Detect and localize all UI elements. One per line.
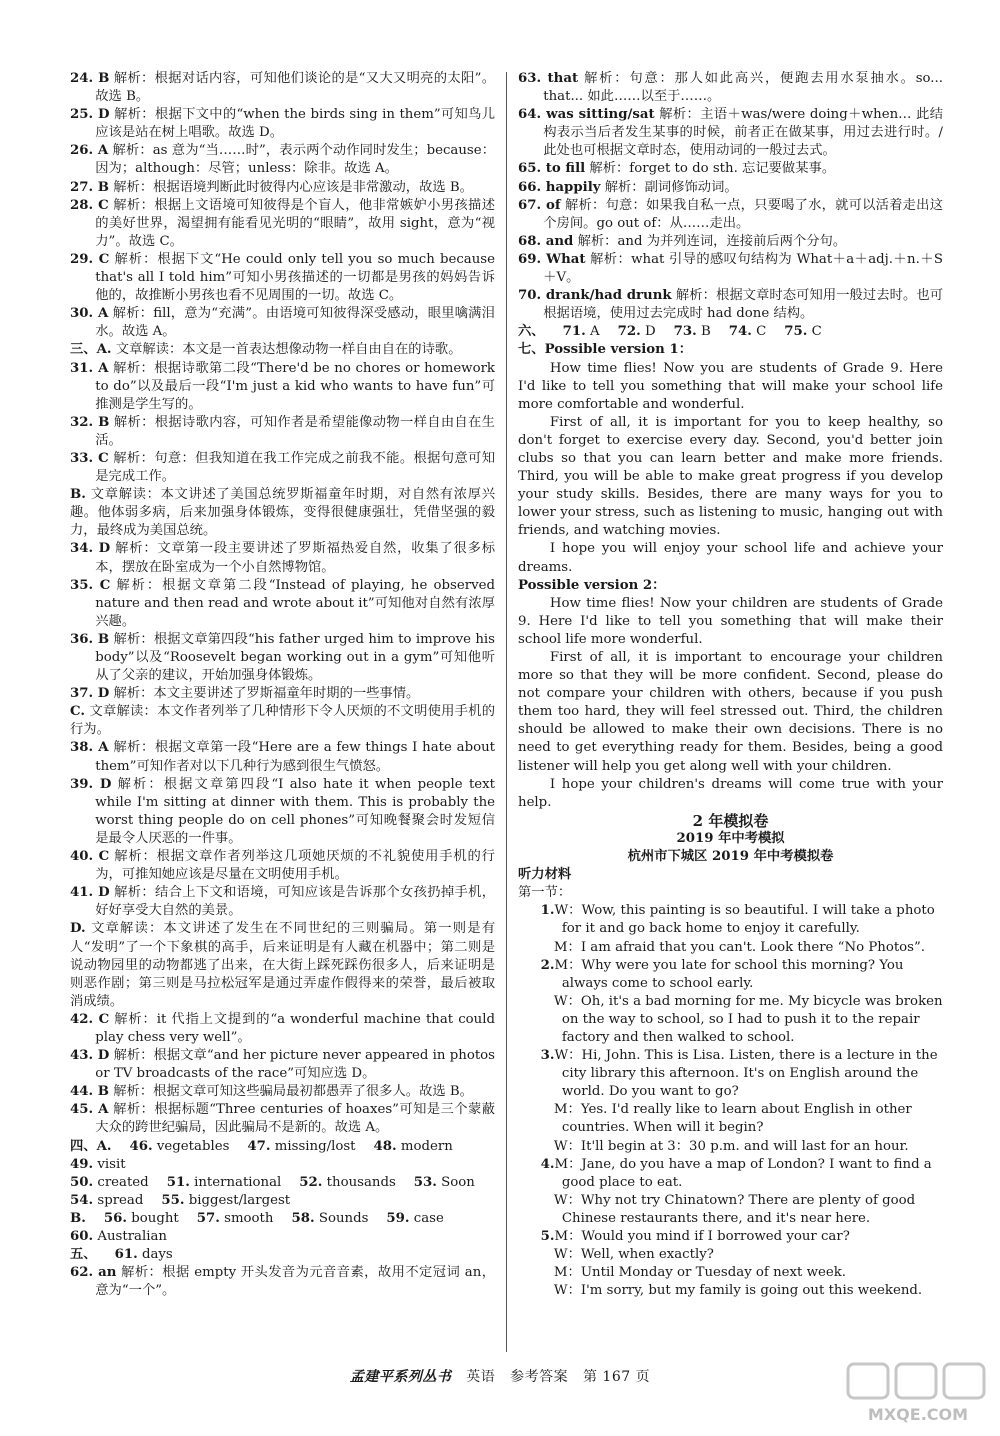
answer-number: 33. C	[70, 450, 109, 466]
dialogue-line	[518, 1101, 943, 1137]
speaker: M：	[554, 1229, 582, 1244]
dialogue-number: 1.	[540, 903, 555, 919]
answer-item	[518, 106, 943, 160]
answer-text: 解析：根据语境判断此时彼得内心应该是非常激动，故选 B。	[109, 179, 473, 195]
answer-number: D.	[70, 921, 86, 937]
answer-number: 24. B	[70, 71, 110, 86]
answer-number: 40. C	[70, 849, 110, 865]
speaker: W：	[553, 1247, 581, 1263]
answer-text: 解析：根据下文“He could only tell you so much because that's all I told him”可知小男孩描述的一切都是男孩的妈妈告诉他的，故推断小男孩也看不见周围的一切。故选 C。	[95, 251, 495, 304]
answer-number: 41. D	[70, 885, 110, 901]
essay-paragraph: I hope your children's dreams will come true with your help.	[518, 776, 943, 810]
dialogue-line	[518, 1156, 943, 1192]
answer-number: 70. drank/had drunk	[518, 288, 672, 304]
fill-answer: 75. C	[784, 324, 822, 340]
dialogue-line	[518, 1047, 943, 1101]
answer-number: 30. A	[70, 306, 109, 322]
speaker: W：	[554, 1048, 582, 1064]
footer-page-number: 第 167 页	[582, 1369, 651, 1385]
speaker: M：	[553, 1102, 581, 1118]
row-label: 六、	[518, 324, 545, 340]
section-heading	[70, 486, 495, 540]
footer-brand: 孟建平系列丛书	[349, 1369, 452, 1385]
dialogue-line	[518, 1264, 943, 1282]
answer-text: 文章解读：本文是一首表达想像动物一样自由自在的诗歌。	[111, 342, 462, 358]
essay-paragraph: First of all, it is important for you to keep healthy, so don't forget to exercise every day. Second, you'd better join clubs so that you can learn better and make more friends. Third, you will be able to make great progress if you develop your study skills. Besides, there are many ways for you to lower your stress, such as listening to music, hanging out with friends, and watching movies.	[518, 414, 943, 539]
speaker: W：	[554, 903, 582, 919]
answer-item	[70, 776, 495, 848]
dialogue-line	[518, 1282, 943, 1300]
answer-number: 32. B	[70, 414, 110, 430]
answer-number: 62. an	[70, 1265, 117, 1281]
fill-answer: 61. days	[114, 1247, 173, 1263]
fill-number: 58.	[291, 1210, 315, 1226]
answer-item	[70, 848, 495, 884]
dialogue-text: Why not try Chinatown? There are plenty of good Chinese restaurants there, and it's near here.	[561, 1192, 916, 1226]
essay-version-1-label: 七、Possible version 1：	[518, 342, 693, 358]
fill-answer: 72. D	[617, 324, 656, 340]
answer-item	[70, 305, 495, 341]
answer-number: 44. B	[70, 1084, 110, 1100]
fill-row-a3	[70, 1192, 495, 1210]
answer-text: 解析：as 意为“当……时”，表示两个动作同时发生；because：因为；although：尽管；unless：除非。故选 A。	[95, 143, 495, 177]
answer-text: 解析：根据文章第四段“I also hate it when people text while I'm sitting at dinner with them. This is probably the worst thing people do on cell phones”可知晚餐聚会时发短信是最令人厌恶的一件事。	[95, 776, 495, 846]
answer-text: 解析：根据文章第一段“Here are a few things I hate about them”可知作者对以下几种行为感到很生气愤怒。	[95, 740, 495, 774]
answer-number: 26. A	[70, 143, 109, 159]
answer-text: 解析：根据诗歌内容，可知作者是希望能像动物一样自由自在生活。	[95, 414, 495, 448]
answer-number: 38. A	[70, 740, 109, 756]
answer-item	[70, 360, 495, 414]
answer-item	[70, 631, 495, 685]
fill-answer: 54. spread	[70, 1192, 144, 1208]
answer-item	[518, 160, 943, 178]
answer-number: 27. B	[70, 179, 110, 195]
fill-number: 74.	[728, 324, 752, 340]
dialogue-text: Why were you late for school this morning? You always come to school early.	[561, 957, 904, 991]
dialogue-number: 3.	[540, 1048, 555, 1064]
answer-item	[518, 251, 943, 287]
answer-text: 解析：it 代指上文提到的“a wonderful machine that could play chess very well”。	[95, 1011, 495, 1045]
answer-text: 文章解读：本文作者列举了几种情形下令人厌烦的不文明使用手机的行为。	[70, 704, 495, 738]
dialogue-text: Hi, John. This is Lisa. Listen, there is a lecture in the city library this afternoon. It's on English around the world. Do you want to go?	[561, 1048, 938, 1100]
answer-item	[70, 1011, 495, 1047]
fill-number: 47.	[247, 1138, 271, 1154]
answer-number: 34. D	[70, 541, 111, 557]
answer-number: 69. What	[518, 251, 586, 267]
speaker: M：	[554, 957, 582, 973]
answer-text: 解析：根据诗歌第二段“There'd be no chores or homework to do”以及最后一段“I'm just a kid who wants to have fun”可推测是学生写的。	[95, 360, 495, 412]
speaker: W：	[553, 993, 581, 1009]
fill-number: 75.	[784, 324, 808, 340]
answer-text: 解析：forget to do sth. 忘记要做某事。	[585, 161, 836, 177]
answer-number: 43. D	[70, 1048, 110, 1064]
answer-text: 解析：根据上文语境可知彼得是个盲人，他非常嫉妒小男孩描述的美好世界，渴望拥有能看见光明的“眼睛”，故用 sight，意为“视力”。故选 C。	[95, 197, 495, 249]
answer-item	[70, 1264, 495, 1300]
answer-number: 63. that	[518, 71, 579, 86]
answer-number: 31. A	[70, 360, 109, 376]
answer-item	[70, 884, 495, 920]
answer-item	[70, 739, 495, 775]
answer-number: 36. B	[70, 631, 110, 647]
answer-text: 解析：根据文章“and her picture never appeared in photos or TV broadcasts of the race”可知应选 D。	[95, 1048, 496, 1082]
speaker: W：	[553, 1138, 581, 1154]
speaker: M：	[553, 1265, 581, 1281]
answer-text: 解析：根据标题“Three centuries of hoaxes”可知是三个蒙蔽大众的跨世纪骗局，因此骗局不是新的。故选 A。	[95, 1102, 495, 1136]
row-label: B.	[70, 1210, 86, 1226]
answer-text: 解析：本文主要讲述了罗斯福童年时期的一些事情。	[109, 686, 420, 702]
dialogue-text: Oh, it's a bad morning for me. My bicycle was broken on the way to school, so I had to push it to the repair factory and then walked to school.	[561, 993, 943, 1045]
answer-text: 解析：根据文章可知这些骗局最初都愚弄了很多人。故选 B。	[109, 1084, 473, 1100]
fill-number: 57.	[196, 1210, 220, 1226]
answer-text: 解析：句意：但我知道在我工作完成之前我不能。根据句意可知是完成工作。	[95, 450, 495, 485]
dialogue-text: It'll begin at 3：30 p.m. and will last for an hour.	[580, 1138, 909, 1154]
listening-label: 听力材料	[518, 867, 572, 883]
dialogue-number: 5.	[540, 1229, 555, 1244]
fill-number: 50.	[70, 1174, 94, 1190]
fill-answer: 74. C	[728, 324, 767, 340]
answer-item	[70, 1101, 495, 1137]
section-heading	[70, 703, 495, 739]
answer-item	[70, 1083, 495, 1101]
answer-text: 解析：结合上下文和语境，可知应该是告诉那个女孩扔掉手机，好好享受大自然的美景。	[95, 885, 495, 919]
answer-number: 42. C	[70, 1011, 110, 1027]
fill-answer: 58. Sounds	[291, 1210, 369, 1226]
fill-answer: 56. bought	[103, 1210, 179, 1226]
answer-item	[70, 450, 495, 486]
fill-row-a2	[70, 1174, 495, 1192]
footer-subject: 英语	[466, 1369, 496, 1385]
fill-answer: 73. B	[673, 324, 711, 340]
answer-text: 文章解读：本文讲述了发生在不同世纪的三则骗局。第一则是有人“发明”了一个下象棋的高手，后来证明是有人藏在机器中；第二则是说动物园里的动物都逃了出来，在大街上踩死踩伤很多人，后来证明是则恶作剧；第三则是马拉松冠军是通过弄虚作假得来的荣誉，最后被取消成绩。	[70, 921, 495, 1009]
choice-row-six	[518, 323, 943, 341]
answer-text: 解析：根据文章作者列举这几项她厌烦的不礼貌使用手机的行为，可推知她应该是尽量在文明使用手机。	[95, 849, 495, 883]
fill-number: 59.	[386, 1210, 410, 1226]
answer-item	[70, 179, 495, 197]
answer-text: 解析：根据对话内容，可知他们谈论的是“又大又明亮的太阳”。故选 B。	[95, 71, 495, 105]
answer-item	[518, 197, 943, 233]
fill-answer: 60. Australian	[70, 1229, 167, 1244]
answer-text: 解析：fill，意为“充满”。由语境可知彼得深受感动，眼里噙满泪水。故选 A。	[95, 306, 495, 340]
exam-heading-3: 杭州市下城区 2019 年中考模拟卷	[627, 849, 834, 865]
answer-number: B.	[70, 487, 86, 503]
answer-text: 解析：根据 empty 开头发音为元音音素，故用不定冠词 an，意为“一个”。	[95, 1265, 496, 1299]
answer-item	[518, 287, 943, 323]
dialogue-line	[518, 1192, 943, 1228]
dialogue-text: Well, when exactly?	[580, 1247, 714, 1263]
answer-item	[70, 577, 495, 631]
answer-text: 解析：主语＋was/were doing＋when… 此结构表示当后者发生某事的时候，前者正在做某事，用过去进行时。/此处也可根据文章时态，使用动词的一般过去式。	[543, 107, 943, 159]
exam-heading-2: 2019 年中考模拟	[676, 830, 785, 846]
row-label: 四、A.	[70, 1138, 112, 1154]
section-heading	[70, 341, 495, 359]
right-column	[518, 70, 943, 1300]
answer-number: 45. A	[70, 1102, 109, 1118]
essay-paragraph: How time flies! Now your children are students of Grade 9. Here I'd like to tell you something that will make their school life more wonderful.	[518, 595, 943, 647]
answer-item	[518, 70, 943, 106]
fill-answer: 59. case	[386, 1210, 444, 1226]
answer-number: 39. D	[70, 776, 112, 792]
essay-paragraph: I hope you will enjoy your school life and achieve your dreams.	[518, 541, 943, 575]
fill-number: 72.	[617, 324, 641, 340]
fill-number: 71.	[562, 324, 586, 340]
answer-item	[70, 70, 495, 106]
svg-text:MXQE.COM: MXQE.COM	[867, 1405, 969, 1424]
answer-item	[518, 233, 943, 251]
fill-answer: 57. smooth	[196, 1210, 274, 1226]
dialogue-line	[518, 1138, 943, 1156]
answer-text: 文章解读：本文讲述了美国总统罗斯福童年时期，对自然有浓厚兴趣。他体弱多病，后来加强身体锻炼，变得很健康强壮，凭借坚强的毅力，最终成为美国总统。	[70, 487, 495, 539]
fill-answer: 55. biggest/largest	[161, 1192, 291, 1208]
answer-item	[70, 685, 495, 703]
answer-number: 66. happily	[518, 179, 601, 195]
dialogue-line	[518, 939, 943, 957]
fill-row-five	[70, 1246, 495, 1264]
fill-row-a1	[70, 1138, 495, 1174]
answer-number: 三、A.	[70, 342, 112, 358]
speaker: W：	[553, 1283, 581, 1299]
answer-number: 25. D	[70, 107, 110, 123]
answer-number: 64. was sitting/sat	[518, 107, 655, 123]
dialogue-text: Would you mind if I borrowed your car?	[581, 1229, 850, 1244]
answer-text: 解析：根据文章时态可知用一般过去时。也可根据语境，使用过去完成时 had done 结构。	[543, 288, 943, 322]
fill-number: 46.	[129, 1138, 153, 1154]
essay-paragraph: How time flies! Now you are students of Grade 9. Here I'd like to tell you something that will make your school life more comfortable and wonderful.	[518, 360, 943, 412]
fill-number: 52.	[299, 1174, 323, 1190]
fill-answer: 52. thousands	[299, 1174, 396, 1190]
essay-paragraph: First of all, it is important to encourage your children more so that they will be more confident. Second, please do not compare your children with others, because if you push them too hard, they will feel stressed out. Third, the children should be allowed to make their own decisions. There is no need to get everything ready for them. Besides, being a good listener will help you get along well with your children.	[518, 650, 943, 774]
fill-answer: 49. visit	[70, 1156, 126, 1172]
answer-text: 解析：and 为并列连词，连接前后两个分句。	[573, 233, 847, 249]
dialogue-number: 4.	[540, 1156, 555, 1172]
answer-number: 29. C	[70, 251, 110, 267]
fill-answer: 51. international	[166, 1174, 282, 1190]
fill-number: 60.	[70, 1229, 94, 1244]
dialogue-number: 2.	[540, 957, 555, 973]
answer-number: 67. of	[518, 197, 561, 213]
fill-number: 53.	[413, 1174, 437, 1190]
answer-number: 68. and	[518, 233, 574, 249]
column-divider	[506, 72, 507, 1352]
dialogue-line	[518, 957, 943, 993]
section-heading	[70, 920, 495, 1010]
answer-item	[70, 106, 495, 142]
fill-answer: 47. missing/lost	[247, 1138, 356, 1154]
dialogue-text: I'm sorry, but my family is going out this weekend.	[580, 1283, 923, 1299]
dialogue-text: Jane, do you have a map of London? I want to find a good place to eat.	[561, 1156, 932, 1190]
footer-section: 参考答案	[510, 1369, 569, 1385]
left-column	[70, 70, 495, 1300]
dialogue-line	[518, 993, 943, 1047]
answer-text: 解析：句意：那人如此高兴，便跑去用水泵抽水。so... that... 如此……以至于……。	[543, 71, 943, 105]
dialogue-text: Until Monday or Tuesday of next week.	[580, 1265, 846, 1281]
answer-number: 35. C	[70, 577, 111, 593]
fill-number: 55.	[161, 1192, 185, 1208]
answer-item	[70, 197, 495, 251]
answer-text: 解析：句意：如果我自私一点，只要喝了水，就可以活着走出这个房间。go out of：从……走出。	[543, 197, 943, 231]
answer-item	[518, 179, 943, 197]
fill-answer: 50. created	[70, 1174, 149, 1190]
answer-number: 28. C	[70, 197, 109, 213]
answer-item	[70, 251, 495, 305]
dialogue-line	[518, 1246, 943, 1264]
answer-text: 解析：副词修饰动词。	[600, 179, 738, 195]
answer-number: 65. to fill	[518, 161, 586, 177]
watermark-logo	[844, 1358, 994, 1428]
dialogue-line	[518, 1228, 943, 1246]
answer-text: 解析：what 引导的感叹句结构为 What＋a＋adj.＋n.＋S＋V。	[543, 251, 944, 286]
answer-text: 解析：文章第一段主要讲述了罗斯福热爱自然，收集了很多标本，摆放在卧室成为一个小自然博物馆。	[95, 541, 496, 575]
fill-answer: 71. A	[562, 324, 600, 340]
fill-number: 73.	[673, 324, 697, 340]
fill-row-b	[70, 1210, 495, 1246]
answer-text: 解析：根据文章第四段“his father urged him to improve his body”以及“Roosevelt began working out in a gym”可知他听从了父亲的建议，开始加强身体锻炼。	[95, 631, 495, 684]
fill-number: 56.	[103, 1210, 128, 1226]
answer-item	[70, 414, 495, 450]
fill-answer: 48. modern	[373, 1138, 453, 1154]
dialogue-text: Yes. I'd really like to learn about English in other countries. When will it begin?	[561, 1102, 912, 1136]
fill-number: 54.	[70, 1192, 94, 1208]
answer-text: 解析：根据下文中的“when the birds sing in them”可知鸟儿应该是站在树上唱歌。故选 D。	[95, 107, 495, 141]
fill-answer: 46. vegetables	[129, 1138, 230, 1154]
speaker: W：	[553, 1192, 581, 1208]
fill-number: 61.	[114, 1247, 138, 1263]
answer-number: 37. D	[70, 686, 110, 702]
row-label: 五、	[70, 1247, 97, 1263]
answer-text: 解析：根据文章第二段“Instead of playing, he observed nature and then read and wrote about it”可知他对自然有浓厚兴趣。	[95, 577, 495, 629]
essay-version-2-label: Possible version 2：	[518, 577, 666, 593]
fill-number: 48.	[373, 1138, 397, 1154]
section-1-label: 第一节：	[518, 885, 572, 901]
speaker: M：	[554, 1156, 582, 1172]
answer-item	[70, 540, 495, 576]
dialogue-text: Wow, this painting is so beautiful. I will take a photo for it and go back home to enjoy it carefully.	[561, 903, 935, 937]
answer-number: C.	[70, 704, 85, 720]
speaker: M：	[553, 939, 581, 955]
answer-item	[70, 1047, 495, 1083]
fill-number: 49.	[70, 1156, 94, 1172]
answer-item	[70, 142, 495, 178]
fill-answer: 53. Soon	[413, 1174, 475, 1190]
dialogue-text: I am afraid that you can't. Look there “No Photos”.	[580, 939, 926, 955]
exam-heading-1: 2 年模拟卷	[692, 811, 769, 830]
dialogue-line	[518, 902, 943, 938]
fill-number: 51.	[166, 1174, 190, 1190]
